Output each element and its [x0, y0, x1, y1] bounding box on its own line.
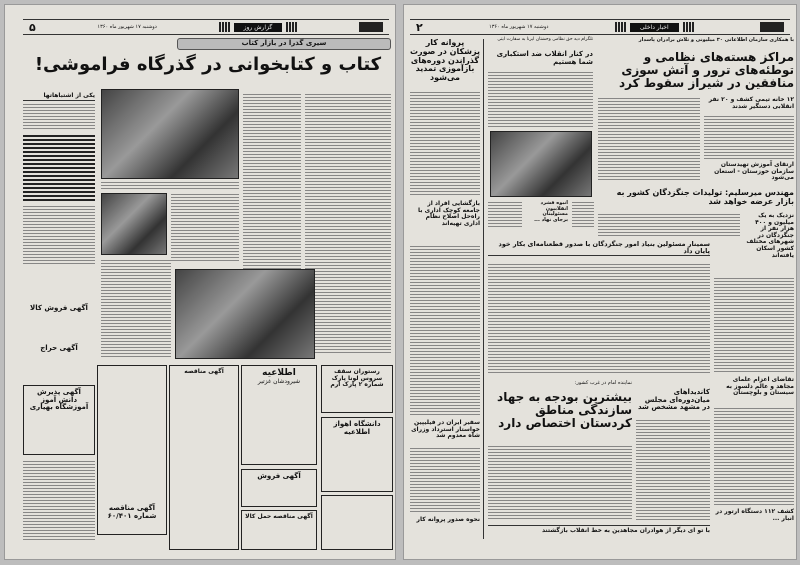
mirsalim-headline: مهندس میرسلیم: تولیدات جنگزدگان کشور به بازار عرضه خواهد شد [616, 188, 794, 206]
revolution-headline: در کنار انقلاب ضد استکباری شما هستیم [496, 50, 593, 66]
left-page-header [23, 19, 389, 35]
ad-university: دانشگاه اهواز اطلاعیه [321, 417, 393, 492]
permit-headline: نحوه صدور پروانه کار [416, 516, 480, 523]
right-newspaper-page [403, 4, 797, 560]
bookshop-photo [101, 89, 239, 179]
left-main-headline: کتاب و کتابخوانی در گذرگاه فراموشی! [34, 54, 382, 75]
main-headline: مراکز هسته‌های نظامی و توطئه‌های ترور و آتش سوزی منافقین در شیراز سقوط کرد [618, 50, 794, 91]
sistan-headline: تقاضای اعزام علمای مجاهد و عالم دلسوز به سیستان و بلوچستان [726, 376, 794, 397]
bottom-banner: با تو ای دیگر از هوادران مجاهدین به خط انقلاب بازگشتند [488, 525, 710, 535]
newspaper-logo [359, 22, 383, 32]
photo-caption: انبوه فشرد انقلابیون مسئولیتان برجای نهاد ... [534, 200, 568, 223]
left-page-date: دوشنبه ۱۷ شهریور ماه ۱۳۶۰ [97, 24, 157, 30]
reform-headline: بازگشایی افراد از جامعه کوچک اداری با راه‌حل اصلاح نظام اداری تهیه‌اند [418, 200, 480, 227]
left-section-label: گزارش روز [234, 23, 283, 32]
ad-tender-number: آگهی مناقصه شماره ۶۰/۴۰۱ [107, 504, 157, 520]
budget-kicker: نماینده امام در غرب کشور: [574, 380, 632, 386]
left-sidebar-title: یکی از اشتباهاتها [23, 93, 95, 101]
candidates-headline: کاندیداهای میان‌دوره‌ای مجلس در مشهد مشخص شد [637, 388, 710, 412]
book-stall-photo [175, 269, 315, 359]
ad-nursing-school: آگهی پذیرش دانش آموز آموزشگاه بهیاری [23, 385, 95, 455]
khuzestan-headline: ارتقای آموزش تهیدستان سازمان خوزستان - استعان می‌شود [714, 161, 794, 182]
left-newspaper-page [4, 4, 396, 560]
left-page-number: ۵ [29, 20, 36, 34]
newspaper-logo [760, 22, 784, 32]
ad-announcement: اطلاعیه شیرودشان غزتیر [241, 365, 317, 465]
right-page-number: ۲ [416, 20, 423, 34]
right-page-header [410, 19, 790, 35]
budget-headline: بیشترین بودجه به جهاد سازندگی مناطق کردستان اختصاص دارد [497, 390, 632, 431]
revolution-kicker: تلگرام دیه حق نظامی وحشتان ایرنا به سفارت ایتی [497, 37, 593, 42]
ad-transport: آگهی مناقصه حمل کالا [241, 510, 317, 550]
aircraft-headline: کشف ۱۱۲ دستگاه ارتور در انبار ... [715, 508, 794, 522]
bookseller-photo [101, 193, 167, 255]
ad-misc [321, 495, 393, 550]
ad-auction: آگهی حراج [40, 344, 78, 352]
left-sidebar-bold [23, 133, 95, 203]
ad-goods-sale: آگهی فروش کالا [30, 304, 88, 312]
war-damage-photo [490, 131, 592, 197]
war-refugees-text: نزدیک به یک میلیون و ۴۰۰ هزار نفر از جنگزدگان در شهرهای مختلف کشور اسکان یافته‌اند [746, 212, 794, 259]
seminar-headline: سمینار مسئولین بنیاد امور جنگزدگان با صدور قطعنامه‌ای بکار خود پایان داد [488, 241, 710, 256]
left-section-bar [219, 22, 298, 32]
main-subheadline: ۱۲ خانه تیمی کشف و ۲۰ نفر انقلابی دستگیر شدند [708, 96, 794, 110]
execution-headline: سفیر ایران در فیلیپین خواستار استرداد وزرای شاه معدوم شد [411, 419, 480, 440]
ad-sale: آگهی فروش [241, 469, 317, 507]
ad-tender: آگهی مناقصه [169, 365, 239, 550]
main-kicker: با همکاری سازمان اطلاعاتی ۳۰ میلیونی و تلاش برادران پاسدار [638, 37, 794, 43]
right-section-label: اخبار داخلی [630, 23, 679, 32]
left-kicker: سیری گذرا در بازار کتاب [177, 38, 391, 50]
right-page-date: دوشنبه ۱۷ شهریور ماه ۱۳۶۰ [489, 24, 549, 30]
right-section-bar [615, 22, 694, 32]
ad-restaurant: رستوران سقف سروس لونا پارک شماره ۲ پارک ارم [321, 365, 393, 413]
doctors-headline: پروانه کار پزشکان در صورت گذراندن دوره‌های بازآموزی تمدید می‌شود [409, 38, 480, 83]
